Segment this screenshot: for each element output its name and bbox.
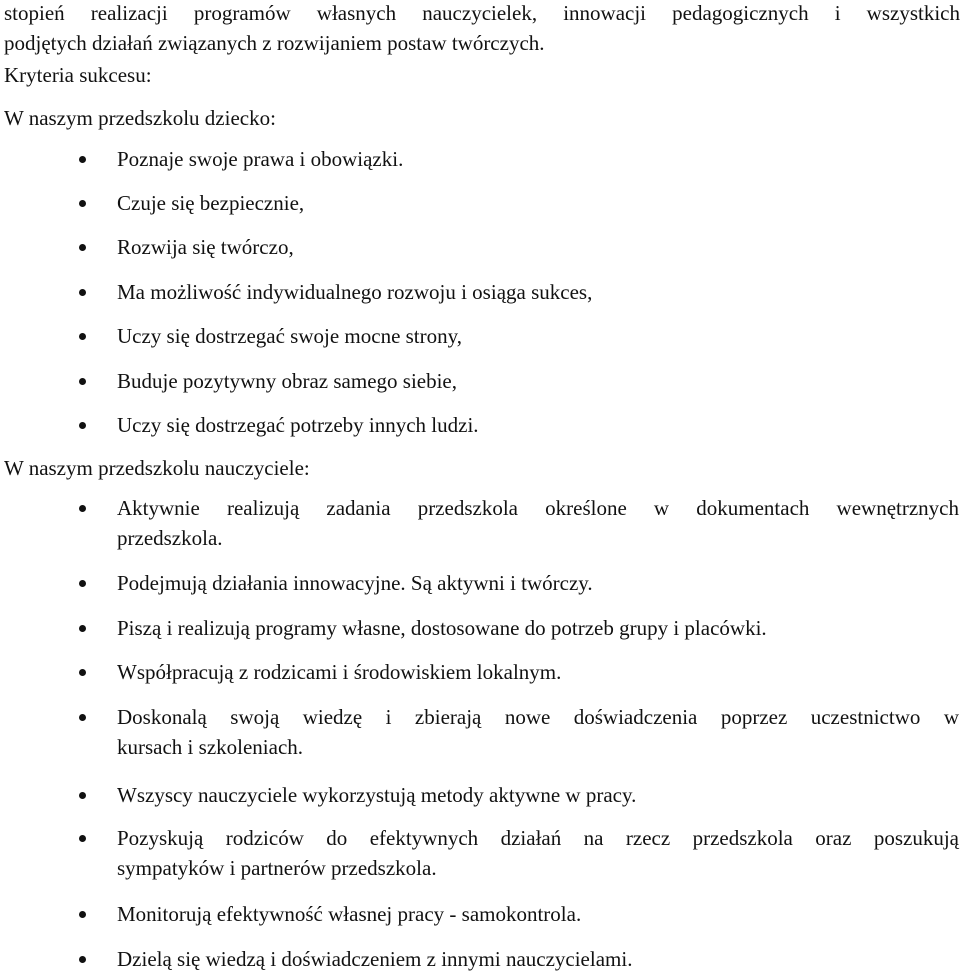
list-item-text: Wszyscy nauczyciele wykorzystują metody aktywne w pracy. [117, 783, 637, 807]
list-item-line-1: Doskonalą swoją wiedzę i zbierają nowe doświadczenia poprzez uczestnictwo w [117, 705, 959, 729]
intro-line-1: stopień realizacji programów własnych nauczycielek, innowacji pedagogicznych i wszystkich [4, 1, 960, 25]
list-item-text: Podejmują działania innowacyjne. Są aktywni i twórczy. [117, 571, 593, 595]
list-item-text: Monitorują efektywność własnej pracy - samokontrola. [117, 902, 582, 926]
list-item-line-1: Aktywnie realizują zadania przedszkola określone w dokumentach wewnętrznych [117, 496, 959, 520]
bullet-icon [79, 911, 86, 918]
bullet-icon [79, 244, 86, 251]
criteria-heading: Kryteria sukcesu: [4, 63, 152, 87]
teacher-section-heading: W naszym przedszkolu nauczyciele: [4, 456, 310, 480]
bullet-icon [79, 156, 86, 163]
bullet-icon [79, 378, 86, 385]
list-item-text: Buduje pozytywny obraz samego siebie, [117, 369, 457, 393]
bullet-icon [79, 289, 86, 296]
list-item-text: Uczy się dostrzegać potrzeby innych ludzi. [117, 413, 479, 437]
bullet-icon [79, 835, 86, 842]
list-item-text: Współpracują z rodzicami i środowiskiem lokalnym. [117, 660, 562, 684]
bullet-icon [79, 714, 86, 721]
list-item-text [117, 493, 959, 553]
bullet-icon [79, 200, 86, 207]
bullet-icon [79, 333, 86, 340]
child-section-heading: W naszym przedszkolu dziecko: [4, 106, 276, 130]
bullet-icon [79, 580, 86, 587]
list-item-text: Rozwija się twórczo, [117, 235, 294, 259]
list-item-text: Czuje się bezpiecznie, [117, 191, 305, 215]
list-item-text: Uczy się dostrzegać swoje mocne strony, [117, 324, 463, 348]
list-item-line-2: kursach i szkoleniach. [117, 735, 304, 759]
list-item-line-2: sympatyków i partnerów przedszkola. [117, 856, 437, 880]
list-item-line-1: Pozyskują rodziców do efektywnych działań na rzecz przedszkola oraz poszukują [117, 826, 959, 850]
list-item-text: Ma możliwość indywidualnego rozwoju i osiąga sukces, [117, 280, 593, 304]
list-item-text: Piszą i realizują programy własne, dostosowane do potrzeb grupy i placówki. [117, 616, 767, 640]
bullet-icon [79, 669, 86, 676]
bullet-icon [79, 625, 86, 632]
bullet-icon [79, 956, 86, 963]
intro-line-2: podjętych działań związanych z rozwijaniem postaw twórczych. [4, 31, 545, 55]
list-item-text [117, 823, 959, 883]
list-item-text: Dzielą się wiedzą i doświadczeniem z innymi nauczycielami. [117, 947, 633, 971]
bullet-icon [79, 422, 86, 429]
list-item-line-2: przedszkola. [117, 526, 223, 550]
list-item-text [117, 702, 959, 762]
bullet-icon [79, 505, 86, 512]
bullet-icon [79, 792, 86, 799]
intro-paragraph [4, 0, 960, 58]
list-item-text: Poznaje swoje prawa i obowiązki. [117, 147, 404, 171]
